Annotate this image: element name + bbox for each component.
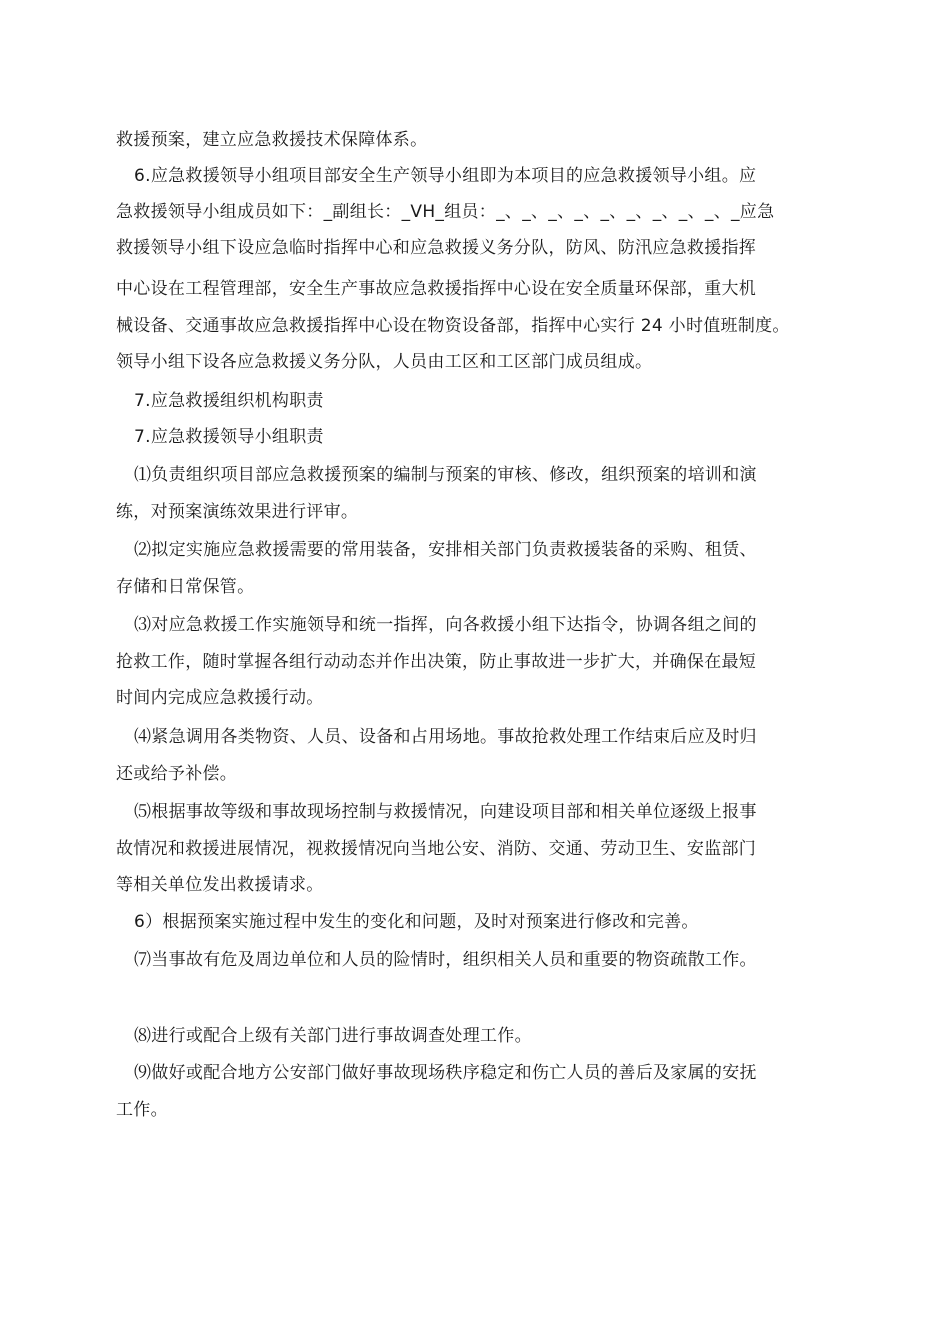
text-line: ⑷紧急调用各类物资、人员、设备和占用场地。事故抢救处理工作结束后应及时归 [134, 727, 757, 747]
text-line: 救援预案，建立应急救援技术保障体系。 [116, 130, 428, 150]
text-line: 6）根据预案实施过程中发生的变化和问题，及时对预案进行修改和完善。 [134, 912, 699, 932]
text-line: 7.应急救援领导小组职责 [134, 427, 324, 447]
text-line: 故情况和救援进展情况，视救援情况向当地公安、消防、交通、劳动卫生、安监部门 [116, 839, 757, 859]
text-line: 械设备、交通事故应急救援指挥中心设在物资设备部，指挥中心实行 24 小时值班制度。 [116, 316, 790, 336]
text-line: 6.应急救援领导小组项目部安全生产领导小组即为本项目的应急救援领导小组。应 [134, 166, 757, 186]
text-line: 抢救工作，随时掌握各组行动动态并作出决策，防止事故进一步扩大，并确保在最短 [116, 652, 757, 672]
text-line: ⑴负责组织项目部应急救援预案的编制与预案的审核、修改，组织预案的培训和演 [134, 465, 757, 485]
text-line: 练，对预案演练效果进行评审。 [116, 502, 359, 522]
text-line: 时间内完成应急救援行动。 [116, 688, 324, 708]
text-line: 救援领导小组下设应急临时指挥中心和应急救援义务分队，防风、防汛应急救援指挥 [116, 238, 757, 258]
text-line: 急救援领导小组成员如下：_副组长：_VH_组员：_、_、_、_、_、_、_、_、_、_应急 [116, 202, 775, 222]
text-line: 领导小组下设各应急救援义务分队，人员由工区和工区部门成员组成。 [116, 352, 653, 372]
text-line: 7.应急救援组织机构职责 [134, 391, 324, 411]
text-line: ⑶对应急救援工作实施领导和统一指挥，向各救援小组下达指令，协调各组之间的 [134, 615, 757, 635]
text-line: 等相关单位发出救援请求。 [116, 875, 324, 895]
text-line: ⑻进行或配合上级有关部门进行事故调查处理工作。 [134, 1026, 532, 1046]
text-line: 存储和日常保管。 [116, 577, 255, 597]
text-line: ⑸根据事故等级和事故现场控制与救援情况，向建设项目部和相关单位逐级上报事 [134, 802, 757, 822]
text-line: ⑼做好或配合地方公安部门做好事故现场秩序稳定和伤亡人员的善后及家属的安抚 [134, 1063, 757, 1083]
text-line: ⑵拟定实施应急救援需要的常用装备，安排相关部门负责救援装备的采购、租赁、 [134, 540, 757, 560]
text-line: 工作。 [116, 1100, 168, 1120]
text-line: ⑺当事故有危及周边单位和人员的险情时，组织相关人员和重要的物资疏散工作。 [134, 950, 757, 970]
text-line: 中心设在工程管理部，安全生产事故应急救援指挥中心设在安全质量环保部，重大机 [116, 279, 757, 299]
text-line: 还或给予补偿。 [116, 764, 238, 784]
